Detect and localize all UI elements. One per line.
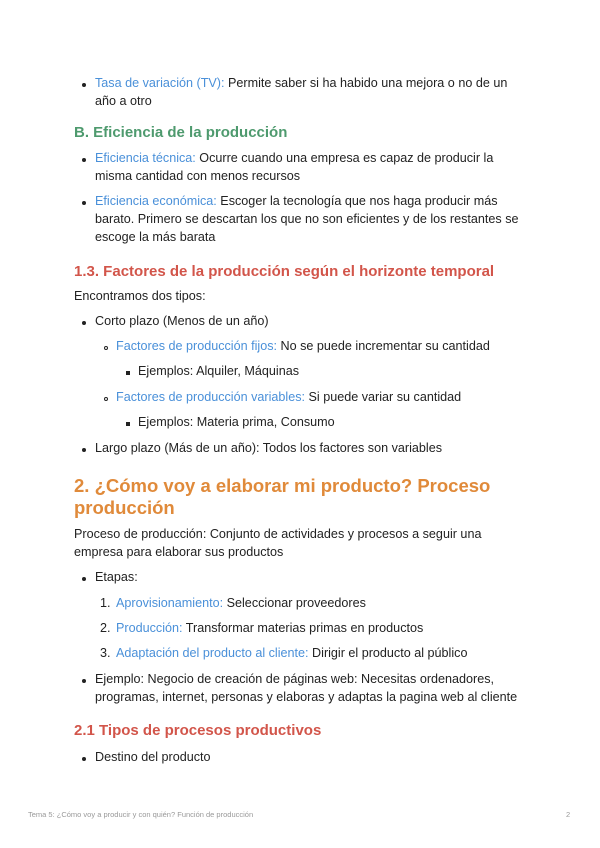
ef-economica-line-3: escoge la más barata (95, 230, 216, 244)
bullet (82, 577, 86, 581)
bullet (82, 158, 86, 162)
term-tasa-variacion: Tasa de variación (TV): (95, 76, 225, 90)
tv-line-1 (95, 74, 600, 92)
step-number: 3. (100, 646, 111, 660)
heading-proceso-line-2: producción (74, 497, 175, 518)
ef-economica-line-1 (95, 192, 600, 210)
heading-eficiencia: B. Eficiencia de la producción (74, 124, 288, 141)
term-adaptacion: Adaptación del producto al cliente: (116, 646, 309, 660)
step-aprovisionamiento (116, 594, 600, 612)
fijos-text: No se puede incrementar su cantidad (277, 339, 490, 353)
term-produccion: Producción: (116, 621, 183, 635)
ejemplo-line-1: Ejemplo: Negocio de creación de páginas web: Necesitas ordenadores, (95, 672, 495, 686)
destino-text: Destino del producto (95, 750, 211, 764)
variables-line (116, 388, 600, 406)
heading-factores-horizonte: 1.3. Factores de la producción según el horizonte temporal (74, 263, 495, 280)
term-aprovisionamiento: Aprovisionamiento: (116, 596, 224, 610)
bullet (82, 321, 86, 325)
step-text: Dirigir el producto al público (308, 646, 468, 660)
largo-plazo-text: Largo plazo (Más de un año): Todos los factores son variables (95, 441, 442, 455)
ejemplo-line-2: programas, internet, personas y elaboras y adaptas la pagina web al cliente (95, 690, 518, 704)
ef-tecnica-line-1 (95, 149, 600, 167)
bullet (82, 448, 86, 452)
footer-title: Tema 5: ¿Cómo voy a producir y con quién? Función de producción (28, 810, 254, 819)
proceso-line-2: empresa para elaborar sus productos (74, 545, 284, 559)
term-eficiencia-tecnica: Eficiencia técnica: (95, 151, 196, 165)
term-factores-fijos: Factores de producción fijos: (116, 339, 278, 353)
fijos-line (116, 337, 600, 355)
bullet (82, 83, 86, 87)
ejemplos-fijos-text: Ejemplos: Alquiler, Máquinas (138, 364, 300, 378)
tv-line-2: año a otro (95, 94, 152, 108)
term-factores-variables: Factores de producción variables: (116, 390, 306, 404)
ejemplos-variables-text: Ejemplos: Materia prima, Consumo (138, 415, 335, 429)
etapas-text: Etapas: (95, 570, 138, 584)
ef-economica-line-2: barato. Primero se descartan los que no son eficientes y de los restantes se (95, 212, 519, 226)
step-produccion (116, 619, 600, 637)
step-number: 2. (100, 621, 111, 635)
bullet-circle (104, 346, 108, 350)
step-adaptacion (116, 644, 600, 662)
footer-page-number: 2 (566, 810, 571, 819)
step-text: Seleccionar proveedores (223, 596, 366, 610)
tv-text: Permite saber si ha habido una mejora o no de un (224, 76, 508, 90)
bullet (82, 757, 86, 761)
bullet-square (126, 422, 130, 426)
bullet-square (126, 371, 130, 375)
term-eficiencia-economica: Eficiencia económica: (95, 194, 217, 208)
proceso-line-1: Proceso de producción: Conjunto de actividades y procesos a seguir una (74, 527, 482, 541)
bullet (82, 679, 86, 683)
variables-text: Si puede variar su cantidad (305, 390, 462, 404)
ef-tecnica-text: Ocurre cuando una empresa es capaz de producir la (195, 151, 494, 165)
ef-tecnica-line-2: misma cantidad con menos recursos (95, 169, 301, 183)
heading-proceso-line-1: 2. ¿Cómo voy a elaborar mi producto? Proceso (74, 475, 491, 496)
bullet (82, 201, 86, 205)
step-text: Transformar materias primas en productos (182, 621, 424, 635)
heading-tipos-procesos: 2.1 Tipos de procesos productivos (74, 722, 322, 739)
ef-economica-text: Escoger la tecnología que nos haga producir más (216, 194, 498, 208)
bullet-circle (104, 397, 108, 401)
corto-plazo-text: Corto plazo (Menos de un año) (95, 314, 269, 328)
encontramos-text: Encontramos dos tipos: (74, 289, 206, 303)
step-number: 1. (100, 596, 111, 610)
